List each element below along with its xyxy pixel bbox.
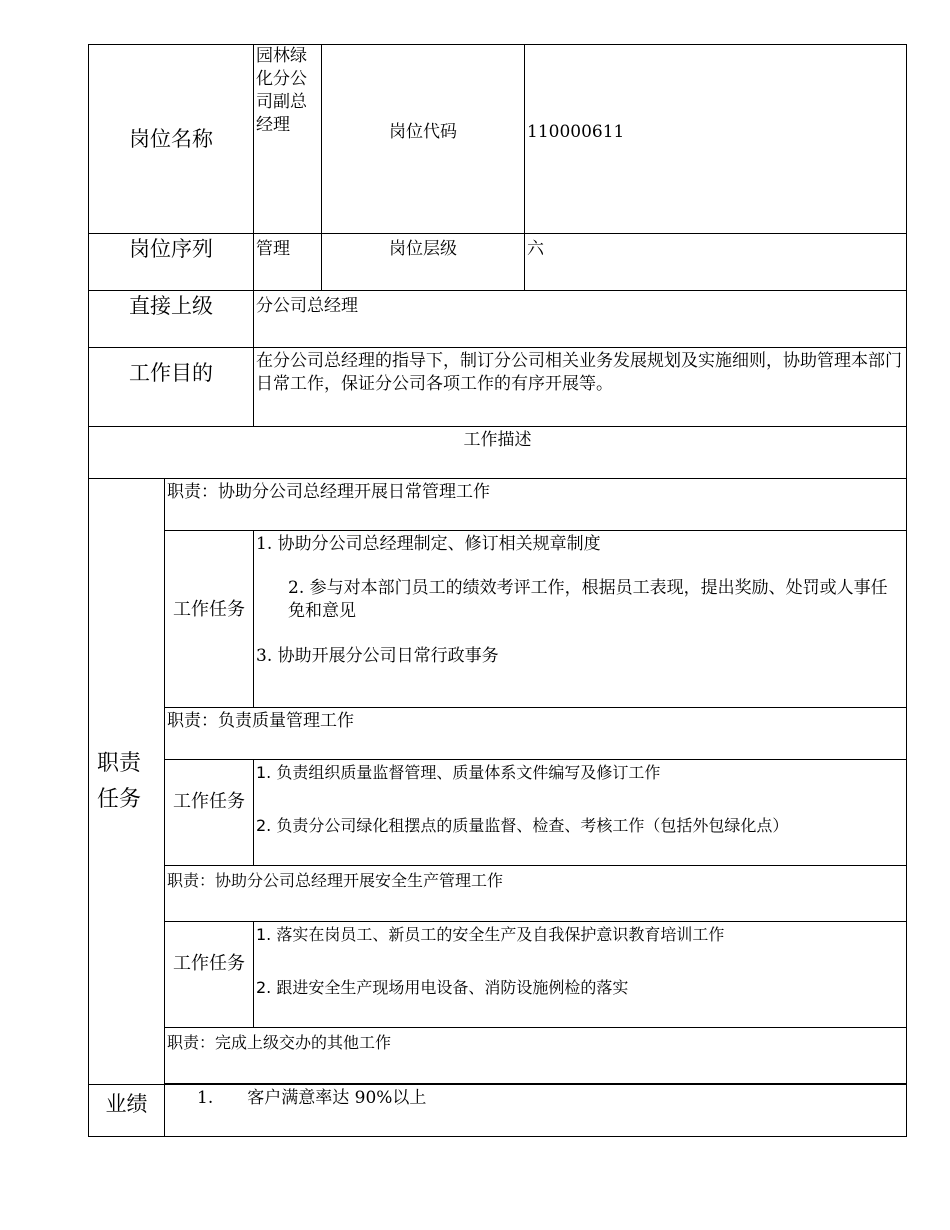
post-series-value: 管理 — [254, 234, 322, 291]
post-level-label: 岗位层级 — [322, 234, 525, 291]
purpose-label: 工作目的 — [89, 348, 254, 427]
duties-label — [89, 479, 165, 1085]
job-description-table — [88, 44, 907, 1137]
task-list — [254, 760, 907, 866]
duty-title: 职责：协助分公司总经理开展安全生产管理工作 — [165, 866, 907, 922]
task-list — [254, 922, 907, 1028]
task-row — [89, 531, 907, 708]
task-item: 2. 负责分公司绿化租摆点的质量监督、检查、考核工作（包括外包绿化点） — [256, 816, 789, 835]
performance-item: 1. 客户满意率达 90%以上 — [165, 1085, 907, 1137]
post-code-value: 110000611 — [525, 45, 907, 234]
post-series-label: 岗位序列 — [89, 234, 254, 291]
task-list — [254, 531, 907, 708]
duty-title: 职责：完成上级交办的其他工作 — [165, 1028, 907, 1084]
purpose-value: 在分公司总经理的指导下，制订分公司相关业务发展规划及实施细则，协助管理本部门日常工作，保证分公司各项工作的有序开展等。 — [254, 348, 907, 427]
post-code-label: 岗位代码 — [322, 45, 525, 234]
task-item: 2. 跟进安全生产现场用电设备、消防设施例检的落实 — [256, 978, 629, 997]
superior-value: 分公司总经理 — [254, 291, 907, 348]
task-item: 1. 负责组织质量监督管理、质量体系文件编写及修订工作 — [256, 763, 661, 782]
duty-row — [89, 866, 907, 922]
task-row — [89, 922, 907, 1028]
duty-title: 职责：协助分公司总经理开展日常管理工作 — [165, 479, 907, 531]
row-description-title — [89, 427, 907, 479]
row-post-series — [89, 234, 907, 291]
duty-row — [89, 1028, 907, 1084]
duties-label-text: 职责任务 — [97, 750, 142, 812]
row-performance — [89, 1085, 907, 1137]
post-level-value: 六 — [525, 234, 907, 291]
performance-label: 业绩 — [89, 1085, 165, 1137]
post-name-value: 园林绿化分公司副总经理 — [254, 45, 322, 234]
task-item: 2. 参与对本部门员工的绩效考评工作，根据员工表现，提出奖励、处罚或人事任免和意见 — [288, 578, 888, 621]
task-label: 工作任务 — [165, 760, 254, 866]
row-superior — [89, 291, 907, 348]
row-post-name — [89, 45, 907, 234]
job-description-document — [88, 44, 906, 1137]
duty-row — [89, 479, 907, 531]
duty-row — [89, 708, 907, 760]
task-item: 1. 协助分公司总经理制定、修订相关规章制度 — [256, 534, 601, 554]
superior-label: 直接上级 — [89, 291, 254, 348]
duty-title: 职责：负责质量管理工作 — [165, 708, 907, 760]
task-item: 1. 落实在岗员工、新员工的安全生产及自我保护意识教育培训工作 — [256, 925, 725, 944]
task-item: 3. 协助开展分公司日常行政事务 — [256, 646, 499, 666]
post-name-label: 岗位名称 — [89, 45, 254, 234]
task-label: 工作任务 — [165, 922, 254, 1028]
task-label: 工作任务 — [165, 531, 254, 708]
description-title: 工作描述 — [89, 427, 907, 479]
row-purpose — [89, 348, 907, 427]
task-row — [89, 760, 907, 866]
